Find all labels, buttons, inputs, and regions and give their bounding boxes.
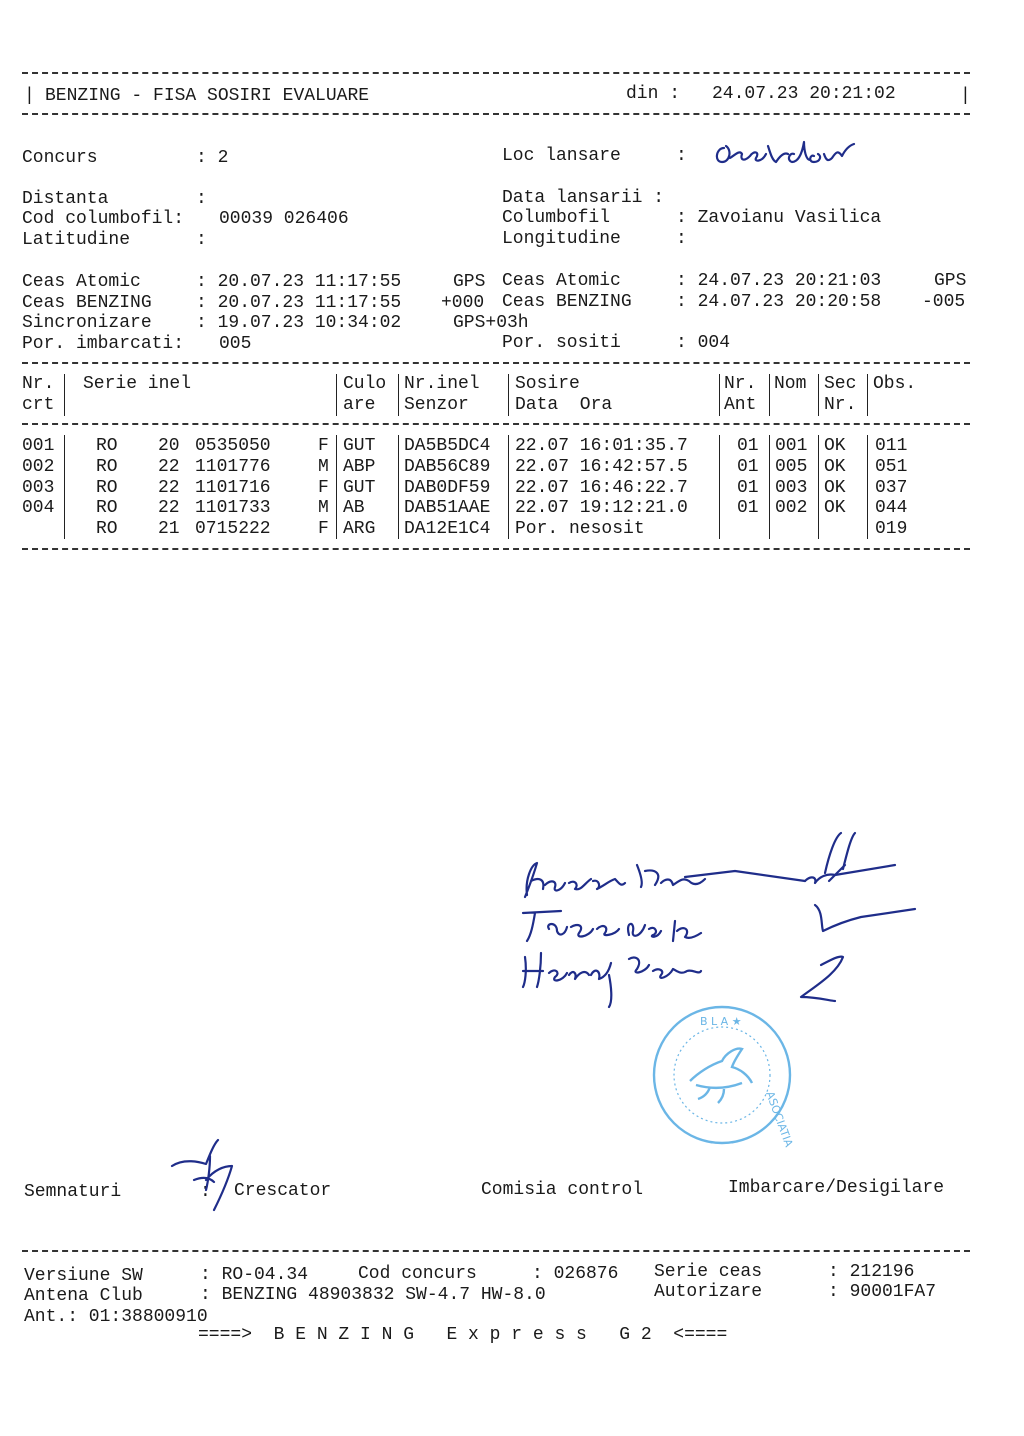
table-col-divider — [818, 435, 819, 539]
clock-left-label-0: Ceas Atomic — [22, 272, 141, 292]
longitudine-value: : — [676, 229, 687, 249]
table-subhead-nr: crt — [22, 395, 55, 415]
distanta-label: Distanta — [22, 189, 109, 209]
table-col-divider — [818, 374, 819, 416]
table-cell-culoare: ARG — [343, 519, 376, 540]
table-cell-nom: 002 — [775, 498, 808, 519]
table-head-serie: Serie inel — [83, 374, 192, 394]
clock-left-label-1: Ceas BENZING — [22, 293, 152, 313]
versiune-sw-label: Versiune SW — [24, 1266, 143, 1286]
table-cell-nom: 001 — [775, 436, 808, 456]
table-cell-serie: 1101776 — [195, 456, 271, 477]
table-cell-senzor: DAB56C89 — [404, 456, 491, 477]
table-cell-nr: 003 — [22, 477, 55, 498]
table-col-divider — [719, 374, 720, 416]
committee-signatures — [505, 825, 925, 1015]
cod-columbofil-value: 00039 026406 — [219, 209, 349, 229]
table-subhead-sec: Nr. — [824, 395, 857, 415]
antena-club-label: Antena Club — [24, 1286, 143, 1306]
footer-top-rule — [22, 1250, 970, 1252]
table-col-divider — [336, 435, 337, 539]
table-cell-serie: 1101716 — [195, 477, 271, 498]
table-cell-serie: 0535050 — [195, 436, 271, 456]
table-cell-sec: OK — [824, 477, 846, 498]
clock-left-suffix-2: GPS+03h — [453, 313, 529, 333]
table-cell-nom: 005 — [775, 456, 808, 477]
autorizare-label: Autorizare — [654, 1282, 763, 1302]
longitudine-label: Longitudine — [502, 229, 621, 249]
table-cell-sec: OK — [824, 436, 846, 456]
clock-left-suffix-1: +000 — [441, 293, 485, 313]
table-cell-culoare: AB — [343, 498, 365, 519]
table-cell-sosire: 22.07 16:42:57.5 — [515, 456, 688, 477]
table-cell-sex: F — [318, 477, 329, 498]
table-cell-sosire: Por. nesosit — [515, 519, 645, 540]
report-date-label: din : — [626, 84, 681, 104]
stamp-text-top: B L A ★ — [700, 1015, 742, 1028]
table-cell-ant: 01 — [737, 456, 759, 477]
header-bottom-rule — [22, 113, 970, 115]
table-cell-sec: OK — [824, 456, 846, 477]
table-cell-an: 21 — [158, 519, 180, 540]
table-cell-nr: 004 — [22, 498, 55, 519]
table-cell-sex: F — [318, 519, 329, 540]
report-date-value: 24.07.23 20:21:02 — [712, 84, 896, 104]
table-cell-obs: 044 — [875, 498, 908, 519]
concurs-value: : 2 — [196, 148, 229, 168]
table-col-divider — [398, 374, 399, 416]
table-col-divider — [64, 435, 65, 539]
table-cell-senzor: DAB0DF59 — [404, 477, 491, 498]
table-head-obs: Obs. — [873, 374, 917, 394]
table-header-rule — [22, 423, 970, 425]
table-head-culoare: Culo — [343, 374, 387, 394]
clock-right-value-1: : 24.07.23 20:20:58 — [676, 292, 882, 312]
table-cell-sex: F — [318, 436, 329, 456]
table-cell-culoare: ABP — [343, 456, 376, 477]
report-title: BENZING - FISA SOSIRI EVALUARE — [45, 86, 370, 106]
table-cell-ant: 01 — [737, 498, 759, 519]
table-col-divider — [769, 374, 770, 416]
table-cell-nr: 001 — [22, 436, 55, 456]
clock-right-value-2: : 004 — [676, 333, 731, 353]
table-cell-senzor: DAB51AAE — [404, 498, 491, 519]
clock-left-label-2: Sincronizare — [22, 313, 152, 333]
table-cell-senzor: DA5B5DC4 — [404, 436, 491, 456]
table-cell-an: 22 — [158, 498, 180, 519]
benzing-express-banner: ====> B E N Z I N G E x p r e s s G 2 <==== — [198, 1325, 728, 1345]
table-col-divider — [508, 435, 509, 539]
serie-ceas-label: Serie ceas — [654, 1262, 763, 1282]
table-cell-tara: RO — [96, 498, 118, 519]
table-cell-senzor: DA12E1C4 — [404, 519, 491, 540]
table-head-sec: Sec — [824, 374, 857, 394]
table-cell-sex: M — [318, 498, 329, 519]
table-subhead-culoare: are — [343, 395, 376, 415]
table-cell-nom: 003 — [775, 477, 808, 498]
clock-left-suffix-0: GPS — [453, 272, 486, 292]
table-head-senzor: Nr.inel — [404, 374, 480, 394]
table-cell-obs: 019 — [875, 519, 908, 540]
clock-right-suffix-1: -005 — [922, 292, 966, 312]
clock-left-value-2: : 19.07.23 10:34:02 — [196, 313, 402, 333]
table-col-divider — [867, 435, 868, 539]
loc-lansare-colon: : — [676, 146, 687, 166]
table-cell-an: 22 — [158, 477, 180, 498]
loc-lansare-label: Loc lansare — [502, 146, 621, 166]
table-col-divider — [508, 374, 509, 416]
columbofil-label: Columbofil — [502, 208, 611, 228]
table-cell-obs: 011 — [875, 436, 908, 456]
serie-ceas-value: : 212196 — [828, 1262, 915, 1282]
table-cell-culoare: GUT — [343, 477, 376, 498]
latitudine-label: Latitudine — [22, 230, 131, 250]
cod-concurs-value: : 026876 — [532, 1264, 619, 1284]
versiune-sw-value: : RO-04.34 — [200, 1265, 309, 1285]
table-col-divider — [719, 435, 720, 539]
header-right-bar: | — [960, 86, 971, 106]
table-bottom-rule — [22, 548, 970, 550]
table-cell-obs: 051 — [875, 456, 908, 477]
table-cell-tara: RO — [96, 456, 118, 477]
clock-left-label-3: Por. imbarcati: — [22, 334, 185, 354]
table-top-rule — [22, 362, 970, 364]
clock-left-value-0: : 20.07.23 11:17:55 — [196, 272, 402, 292]
table-cell-tara: RO — [96, 519, 118, 540]
antena-club-value: : BENZING 48903832 SW-4.7 HW-8.0 — [200, 1285, 546, 1305]
table-subhead-senzor: Senzor — [404, 395, 469, 415]
table-cell-sosire: 22.07 16:01:35.7 — [515, 436, 688, 456]
table-cell-ant: 01 — [737, 477, 759, 498]
table-cell-tara: RO — [96, 477, 118, 498]
semnaturi-colon: : — [200, 1182, 211, 1202]
table-head-ant: Nr. — [724, 374, 757, 394]
table-cell-obs: 037 — [875, 477, 908, 498]
clock-right-label-0: Ceas Atomic — [502, 271, 621, 291]
table-cell-nr: 002 — [22, 456, 55, 477]
stamp-text-right: ASOCIATIA — [763, 1089, 796, 1149]
table-col-divider — [64, 374, 65, 416]
data-lansarii-label: Data lansarii : — [502, 188, 665, 208]
semnaturi-label: Semnaturi — [24, 1182, 122, 1202]
header-top-rule — [22, 72, 970, 74]
table-cell-culoare: GUT — [343, 436, 376, 456]
crescator-signature — [166, 1136, 246, 1216]
table-col-divider — [769, 435, 770, 539]
imbarcare-desigilare-label: Imbarcare/Desigilare — [728, 1178, 945, 1198]
header-left-bar: | — [24, 86, 35, 106]
table-col-divider — [336, 374, 337, 416]
clock-right-suffix-0: GPS — [934, 271, 967, 291]
clock-right-value-0: : 24.07.23 20:21:03 — [676, 271, 882, 291]
table-cell-serie: 0715222 — [195, 519, 271, 540]
table-col-divider — [398, 435, 399, 539]
columbofil-value: : Zavoianu Vasilica — [676, 208, 882, 228]
autorizare-value: : 90001FA7 — [828, 1282, 937, 1302]
antenna-id: Ant.: 01:38800910 — [24, 1307, 208, 1327]
table-head-nom: Nom — [774, 374, 807, 394]
latitudine-value: : — [196, 230, 207, 250]
clock-left-value-3: 005 — [219, 334, 252, 354]
concurs-label: Concurs — [22, 148, 98, 168]
table-cell-ant: 01 — [737, 436, 759, 456]
table-cell-an: 20 — [158, 436, 180, 456]
club-stamp — [650, 1003, 800, 1153]
table-cell-sosire: 22.07 19:12:21.0 — [515, 498, 688, 519]
table-subhead-sosire: Data Ora — [515, 395, 613, 415]
table-head-sosire: Sosire — [515, 374, 580, 394]
table-cell-serie: 1101733 — [195, 498, 271, 519]
clock-right-label-2: Por. sositi — [502, 333, 621, 353]
table-cell-tara: RO — [96, 436, 118, 456]
crescator-label: Crescator — [234, 1181, 332, 1201]
distanta-value: : — [196, 189, 207, 209]
table-cell-sosire: 22.07 16:46:22.7 — [515, 477, 688, 498]
table-cell-sex: M — [318, 456, 329, 477]
comisia-control-label: Comisia control — [481, 1180, 644, 1200]
table-col-divider — [867, 374, 868, 416]
clock-right-label-1: Ceas BENZING — [502, 292, 632, 312]
table-head-nr: Nr. — [22, 374, 55, 394]
cod-columbofil-label: Cod columbofil: — [22, 209, 185, 229]
loc-lansare-handwritten — [710, 136, 860, 172]
table-cell-sec: OK — [824, 498, 846, 519]
cod-concurs-label: Cod concurs — [358, 1264, 477, 1284]
clock-left-value-1: : 20.07.23 11:17:55 — [196, 293, 402, 313]
table-subhead-ant: Ant — [724, 395, 757, 415]
table-cell-an: 22 — [158, 456, 180, 477]
